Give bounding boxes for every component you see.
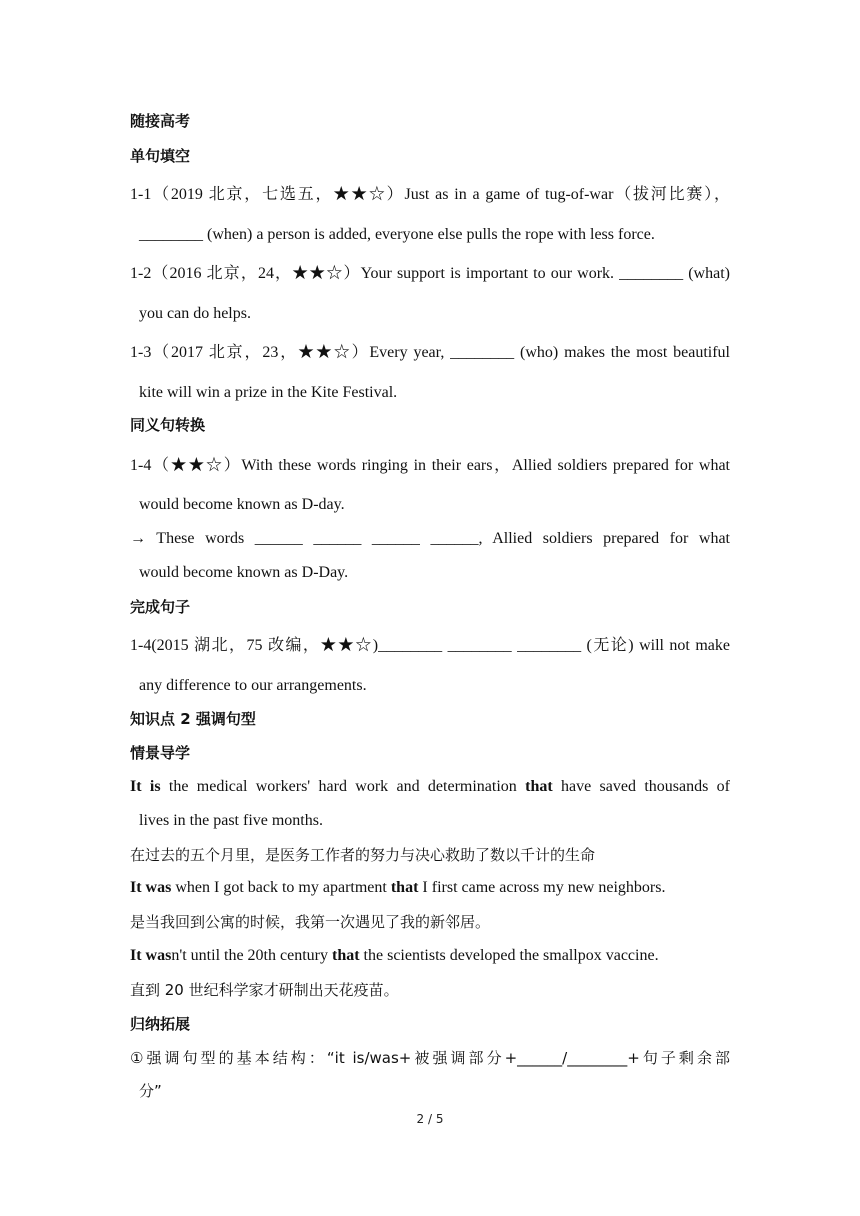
example-3-middle: n't until the 20th century xyxy=(171,947,332,964)
page-number: 2 / 5 xyxy=(416,1112,444,1126)
emphasis-that: that xyxy=(390,879,419,896)
emphasis-that: that xyxy=(525,778,553,795)
example-2-end: I first came across my new neighbors. xyxy=(418,879,666,896)
example-2-middle: when I got back to my apartment xyxy=(171,879,391,896)
question-1-4b-line-2: any difference to our arrangements. xyxy=(139,677,367,694)
example-2-translation: 是当我回到公寓的时候，我第一次遇见了我的新邻居。 xyxy=(130,913,491,931)
example-1-line-2: lives in the past five months. xyxy=(139,812,323,829)
question-1-4-line-3: → These words ______ ______ ______ ______, Allied soldiers prepared for what xyxy=(130,530,730,547)
question-1-4-line-2: would become known as D-day. xyxy=(139,496,345,513)
question-1-2-line-1: 1-2（2016 北京，24，★★☆）Your support is important to our work. ________ (what) xyxy=(130,265,730,282)
example-3-translation: 直到 20 世纪科学家才研制出天花疫苗。 xyxy=(130,981,399,999)
question-1-1-line-1: 1-1（2019 北京，七选五，★★☆）Just as in a game of tug-of-war（拔河比赛）， xyxy=(130,186,730,203)
structure-line-1: ①强调句型的基本结构：“it is/was+被强调部分+______/________+句子剩余部 xyxy=(130,1049,730,1067)
question-1-4-line-4: would become known as D-Day. xyxy=(139,564,349,581)
example-1-line-1 xyxy=(130,777,730,797)
section-title-scenario: 情景导学 xyxy=(130,744,191,762)
section-title-complete-sentence: 完成句子 xyxy=(130,598,191,616)
emphasis-it-was: It was xyxy=(130,947,172,964)
example-3-end: the scientists developed the smallpox vaccine. xyxy=(359,947,659,964)
section-title-gaokao: 随接高考 xyxy=(130,112,191,130)
emphasis-it-is: It is xyxy=(130,778,161,795)
structure-line-2: 分” xyxy=(139,1082,162,1100)
example-3-line xyxy=(130,946,730,966)
question-1-2-line-2: you can do helps. xyxy=(139,305,251,322)
example-1-end: have saved thousands of xyxy=(552,778,730,795)
section-title-synonym: 同义句转换 xyxy=(130,416,206,434)
section-title-single-fill: 单句填空 xyxy=(130,147,191,165)
section-title-knowledge-point: 知识点 2 强调句型 xyxy=(130,710,256,728)
question-1-4b-line-1: 1-4(2015 湖北，75 改编，★★☆)________ ________ ________ (无论) will not make xyxy=(130,637,730,654)
section-title-summary: 归纳拓展 xyxy=(130,1015,191,1033)
example-1-middle: the medical workers' hard work and determination xyxy=(160,778,526,795)
example-2-line xyxy=(130,878,730,898)
emphasis-it-was: It was xyxy=(130,879,172,896)
emphasis-that: that xyxy=(331,947,360,964)
question-1-3-line-1: 1-3（2017 北京，23，★★☆）Every year, ________ (who) makes the most beautiful xyxy=(130,344,730,361)
question-1-3-line-2: kite will win a prize in the Kite Festival. xyxy=(139,384,398,401)
question-1-1-line-2: ________ (when) a person is added, everyone else pulls the rope with less force. xyxy=(139,226,655,243)
example-1-translation: 在过去的五个月里，是医务工作者的努力与决心救助了数以千计的生命 xyxy=(130,846,596,864)
question-1-4-line-1: 1-4（★★☆）With these words ringing in their ears，Allied soldiers prepared for what xyxy=(130,457,730,474)
